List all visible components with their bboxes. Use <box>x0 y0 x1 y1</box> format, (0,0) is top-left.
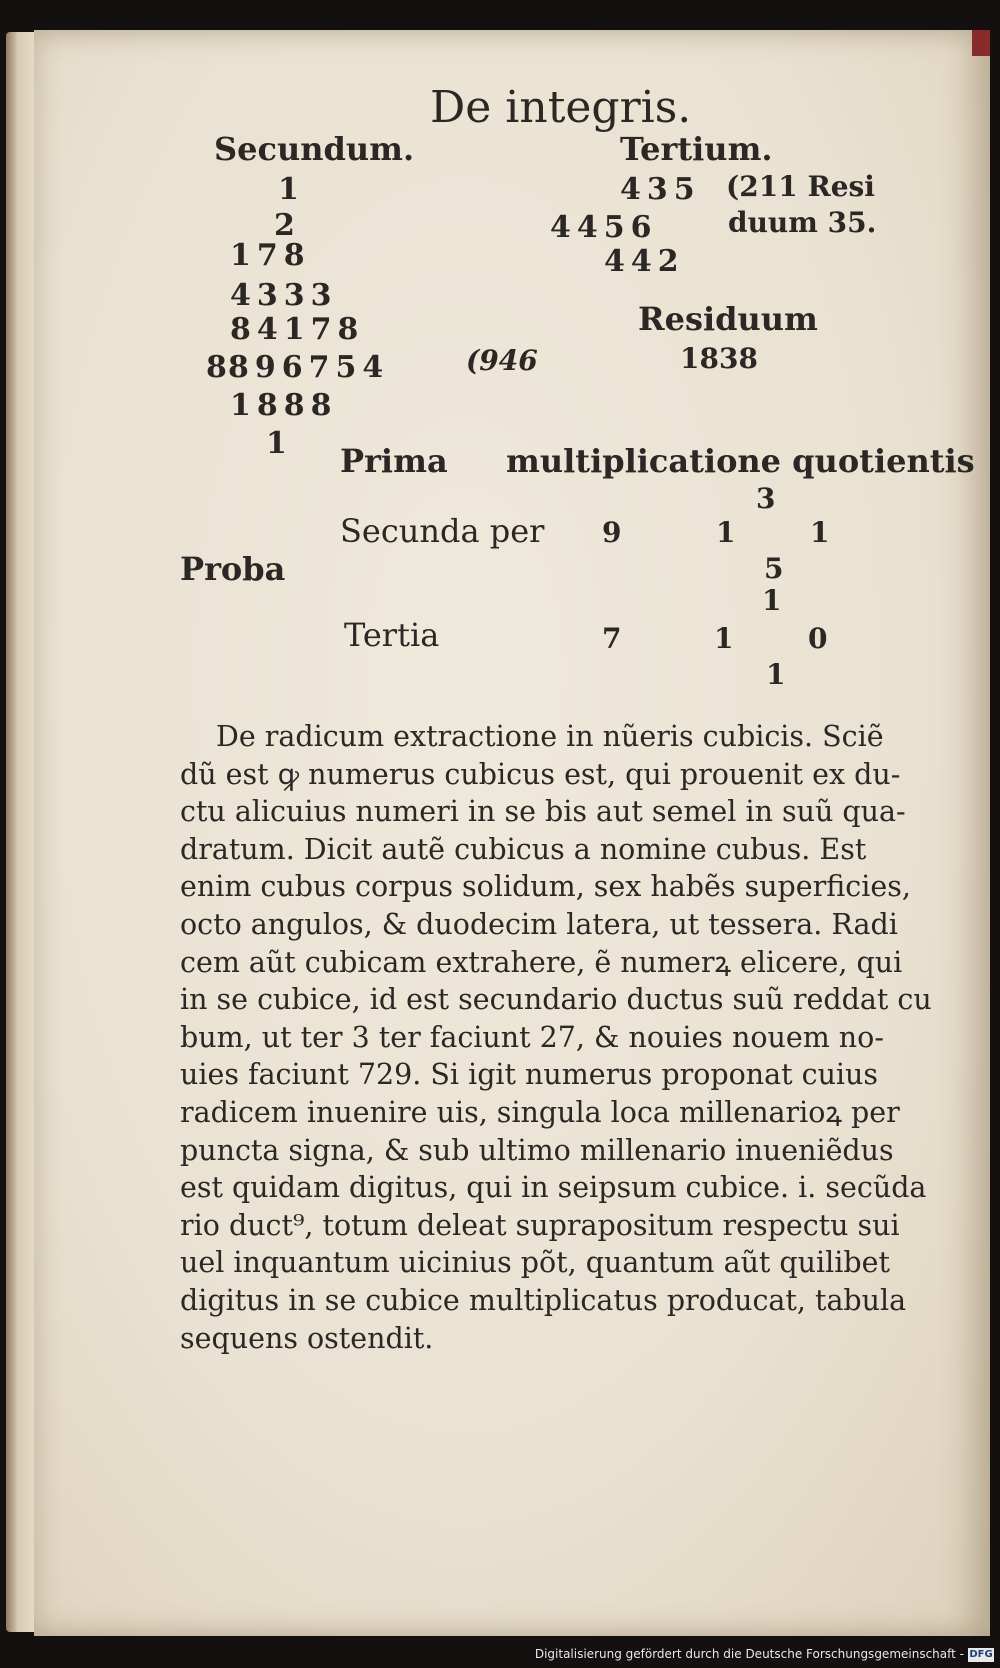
bookmark-tab <box>972 30 990 56</box>
secundum-row: 1888 <box>230 388 338 423</box>
proba-value: 1 <box>716 516 736 549</box>
secundum-row: 1 <box>278 172 305 207</box>
text-line: digitus in se cubice multiplicatus producat, tabula <box>180 1283 907 1317</box>
page-title: De integris. <box>430 82 692 133</box>
text-line: cem aũt cubicam extrahere, ẽ numerꝝ elicere, qui <box>180 945 903 979</box>
secundum-row: 2 <box>274 208 301 243</box>
text-line: uel inquantum uicinius põt, quantum aũt quilibet <box>180 1246 890 1280</box>
secundum-row: 896754 <box>228 350 390 385</box>
proba-value: 0 <box>808 622 828 655</box>
tertium-note: (211 Resi <box>726 170 875 203</box>
side-value: (946 <box>466 344 538 377</box>
proba-prima: Prima <box>340 442 448 480</box>
text-line: est quidam digitus, qui in seipsum cubice. i. secũda <box>180 1171 927 1205</box>
secundum-row: 84178 <box>230 312 365 347</box>
proba-tertia: Tertia <box>344 616 440 654</box>
text-line: bum, ut ter 3 ter faciunt 27, & nouies nouem no- <box>180 1020 884 1054</box>
proba-value: 7 <box>602 622 622 655</box>
footer-credit: Digitalisierung gefördert durch die Deutsche Forschungsgemeinschaft - <box>534 1647 964 1661</box>
text-line: puncta signa, & sub ultimo millenario inueniẽdus <box>180 1133 894 1167</box>
text-line: dũ est ꝙ numerus cubicus est, qui prouenit ex du- <box>180 757 901 791</box>
text-line: in se cubice, id est secundario ductus suũ reddat cu <box>180 983 932 1017</box>
proba-secunda: Secunda per <box>340 512 545 550</box>
proba-small: 5 <box>764 552 784 585</box>
text-line: radicem inuenire uis, singula loca millenarioꝝ per <box>180 1095 900 1129</box>
proba-small: 3 <box>756 482 776 515</box>
text-line: octo angulos, & duodecim latera, ut tessera. Radi <box>180 907 898 941</box>
text-line: De radicum extractione in nũeris cubicis. Sciẽ <box>216 720 884 753</box>
tertium-row: 435 <box>620 172 701 207</box>
text-line: rio duct⁹, totum deleat suprapositum respectu sui <box>180 1208 900 1242</box>
book-page <box>34 30 990 1636</box>
proba-small: 1 <box>762 584 782 617</box>
tertium-note: duum 35. <box>728 206 877 239</box>
body-paragraph <box>180 718 970 1357</box>
secundum-heading: Secundum. <box>214 130 415 168</box>
text-line: dratum. Dicit autẽ cubicus a nomine cubus. Est <box>180 832 867 866</box>
dfg-logo-icon: DFG <box>969 1649 993 1660</box>
text-line: enim cubus corpus solidum, sex habẽs superficies, <box>180 870 911 904</box>
residuum-value: 1838 <box>680 342 758 375</box>
residuum-label: Residuum <box>638 300 818 338</box>
proba-heading: multiplicatione quotientis <box>506 442 975 480</box>
text-line: uies faciunt 729. Si igit numerus proponat cuius <box>180 1058 879 1092</box>
tertium-row: 4456 <box>550 210 658 245</box>
tertium-row: 442 <box>604 244 685 279</box>
proba-label: Proba <box>180 550 286 588</box>
secundum-row: 178 <box>230 238 311 273</box>
page-edge <box>6 32 36 1632</box>
secundum-row: 4333 <box>230 278 338 313</box>
proba-value: 1 <box>810 516 830 549</box>
proba-value: 9 <box>602 516 622 549</box>
secundum-row-left: 8 <box>206 350 233 385</box>
secundum-row: 1 <box>266 426 293 461</box>
footer-bar <box>0 1638 1000 1668</box>
text-line: ctu alicuius numeri in se bis aut semel in suũ qua- <box>180 795 906 829</box>
text-line: sequens ostendit. <box>180 1321 434 1355</box>
proba-value: 1 <box>714 622 734 655</box>
proba-small: 1 <box>766 658 786 691</box>
tertium-heading: Tertium. <box>620 130 773 168</box>
